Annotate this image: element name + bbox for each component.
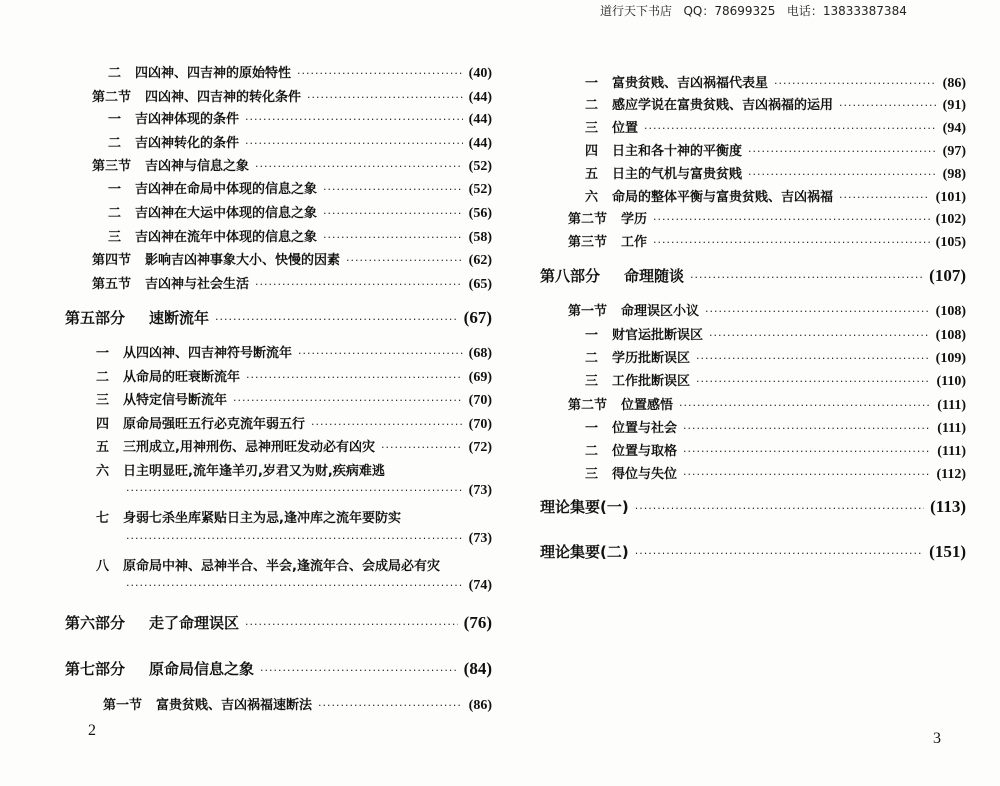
leader-dots bbox=[215, 313, 458, 326]
entry-page: (91) bbox=[942, 98, 966, 113]
entry-title: 位置与社会 bbox=[612, 421, 678, 436]
toc-entry[interactable] bbox=[92, 249, 492, 269]
toc-entry[interactable] bbox=[585, 417, 966, 437]
entry-page: (102) bbox=[935, 212, 966, 227]
entry-page: (108) bbox=[935, 328, 966, 343]
toc-entry[interactable] bbox=[96, 555, 492, 575]
entry-page: (72) bbox=[468, 440, 492, 455]
entry-number: 第二节 bbox=[568, 212, 608, 227]
entry-number: 第六部分 bbox=[65, 614, 126, 632]
entry-number: 第七部分 bbox=[65, 660, 126, 678]
entry-number: 一 bbox=[585, 421, 599, 436]
leader-dots bbox=[709, 329, 930, 342]
entry-number: 第五节 bbox=[92, 277, 132, 292]
toc-entry[interactable] bbox=[568, 208, 966, 228]
leader-dots bbox=[255, 278, 463, 291]
toc-entry[interactable] bbox=[108, 62, 492, 82]
entry-page: (105) bbox=[935, 235, 966, 250]
entry-number: 第二节 bbox=[568, 398, 608, 413]
toc-entry[interactable] bbox=[96, 507, 492, 527]
entry-title: 从命局的旺衰断流年 bbox=[123, 370, 241, 385]
leader-dots bbox=[346, 254, 463, 267]
entry-page: (112) bbox=[936, 467, 966, 482]
entry-title: 日主和各十神的平衡度 bbox=[612, 144, 743, 159]
entry-number: 第一节 bbox=[568, 304, 608, 319]
leader-dots bbox=[255, 160, 463, 173]
leader-dots bbox=[245, 137, 463, 150]
entry-title: 身弱七杀坐库紧贴日主为忌,逢冲库之流年要防实 bbox=[123, 511, 401, 526]
entry-page: (110) bbox=[936, 374, 966, 389]
entry-title: 工作 bbox=[621, 235, 648, 250]
leader-dots bbox=[839, 191, 930, 204]
leader-dots bbox=[705, 305, 930, 318]
entry-title: 吉凶神在流年中体现的信息之象 bbox=[135, 230, 318, 245]
entry-title: 影响吉凶神事象大小、快慢的因素 bbox=[145, 253, 341, 268]
entry-title: 吉凶神体现的条件 bbox=[135, 112, 240, 127]
entry-title: 四凶神、四吉神的原始特性 bbox=[135, 66, 292, 81]
leader-dots bbox=[245, 113, 463, 126]
entry-number: 二 bbox=[585, 444, 599, 459]
entry-title: 位置 bbox=[612, 121, 639, 136]
entry-number: 二 bbox=[108, 66, 122, 81]
leader-dots bbox=[323, 231, 463, 244]
entry-title: 吉凶神与社会生活 bbox=[145, 277, 250, 292]
entry-title: 富贵贫贱、吉凶祸福代表星 bbox=[612, 76, 769, 91]
entry-number: 一 bbox=[108, 182, 122, 197]
toc-entry[interactable] bbox=[540, 541, 966, 561]
entry-number: 三 bbox=[585, 467, 599, 482]
entry-page: (44) bbox=[468, 136, 492, 151]
entry-page: (68) bbox=[468, 346, 492, 361]
toc-entry[interactable] bbox=[96, 389, 492, 409]
leader-dots bbox=[126, 484, 463, 497]
left-page-number: 2 bbox=[88, 722, 96, 739]
toc-entry[interactable] bbox=[120, 531, 492, 551]
toc-entry[interactable] bbox=[568, 394, 966, 414]
entry-page: (97) bbox=[942, 144, 966, 159]
leader-dots bbox=[683, 422, 931, 435]
entry-page: (52) bbox=[468, 182, 492, 197]
entry-number: 二 bbox=[585, 351, 599, 366]
leader-dots bbox=[233, 394, 463, 407]
toc-entry[interactable] bbox=[96, 460, 492, 480]
leader-dots bbox=[679, 399, 931, 412]
entry-number: 第四节 bbox=[92, 253, 132, 268]
entry-number: 二 bbox=[585, 98, 599, 113]
entry-page: (70) bbox=[468, 393, 492, 408]
leader-dots bbox=[260, 664, 458, 677]
toc-entry[interactable] bbox=[65, 658, 492, 678]
entry-number: 一 bbox=[108, 112, 122, 127]
entry-page: (67) bbox=[463, 308, 492, 327]
entry-page: (94) bbox=[942, 121, 966, 136]
entry-number: 第三节 bbox=[92, 159, 132, 174]
toc-entry[interactable] bbox=[585, 186, 966, 206]
entry-number: 第二节 bbox=[92, 90, 132, 105]
toc-entry[interactable] bbox=[585, 347, 966, 367]
entry-page: (65) bbox=[468, 277, 492, 292]
entry-page: (151) bbox=[929, 542, 966, 561]
entry-title: 日主明显旺,流年逢羊刃,岁君又为财,疾病难逃 bbox=[123, 464, 385, 479]
toc-entry[interactable] bbox=[120, 483, 492, 503]
entry-number: 三 bbox=[585, 374, 599, 389]
entry-page: (113) bbox=[930, 497, 966, 516]
entry-page: (69) bbox=[468, 370, 492, 385]
entry-number: 一 bbox=[585, 76, 599, 91]
toc-entry[interactable] bbox=[568, 231, 966, 251]
entry-page: (76) bbox=[463, 613, 492, 632]
leader-dots bbox=[323, 183, 463, 196]
leader-dots bbox=[644, 122, 937, 135]
leader-dots bbox=[126, 532, 463, 545]
entry-title: 日主的气机与富贵贫贱 bbox=[612, 167, 743, 182]
entry-number: 第八部分 bbox=[540, 267, 601, 285]
toc-entry[interactable] bbox=[96, 413, 492, 433]
entry-title: 命理随谈 bbox=[624, 267, 685, 285]
toc-entry[interactable] bbox=[96, 342, 492, 362]
leader-dots bbox=[696, 352, 930, 365]
toc-entry[interactable] bbox=[96, 366, 492, 386]
entry-number: 三 bbox=[585, 121, 599, 136]
leader-dots bbox=[297, 67, 463, 80]
entry-title: 富贵贫贱、吉凶祸福速断法 bbox=[156, 698, 313, 713]
entry-page: (58) bbox=[468, 230, 492, 245]
entry-number: 第三节 bbox=[568, 235, 608, 250]
toc-entry[interactable] bbox=[585, 324, 966, 344]
entry-number: 二 bbox=[108, 136, 122, 151]
entry-number: 三 bbox=[96, 393, 110, 408]
leader-dots bbox=[246, 371, 463, 384]
entry-number: 二 bbox=[96, 370, 110, 385]
leader-dots bbox=[635, 502, 924, 515]
entry-title: 四凶神、四吉神的转化条件 bbox=[145, 90, 302, 105]
toc-entry[interactable] bbox=[120, 578, 492, 598]
entry-number: 五 bbox=[585, 167, 599, 182]
entry-number: 一 bbox=[96, 346, 110, 361]
leader-dots bbox=[381, 441, 463, 454]
entry-page: (74) bbox=[468, 578, 492, 593]
entry-page: (56) bbox=[468, 206, 492, 221]
leader-dots bbox=[774, 77, 937, 90]
leader-dots bbox=[696, 375, 930, 388]
toc-entry[interactable] bbox=[540, 496, 966, 516]
entry-number: 一 bbox=[585, 328, 599, 343]
entry-title: 命局的整体平衡与富贵贫贱、吉凶祸福 bbox=[612, 190, 834, 205]
entry-page: (73) bbox=[468, 483, 492, 498]
toc-entry[interactable] bbox=[92, 155, 492, 175]
leader-dots bbox=[683, 468, 930, 481]
entry-title: 速断流年 bbox=[149, 309, 210, 327]
leader-dots bbox=[323, 207, 463, 220]
entry-title: 从特定信号断流年 bbox=[123, 393, 228, 408]
entry-page: (101) bbox=[935, 190, 966, 205]
toc-entry[interactable] bbox=[65, 612, 492, 632]
toc-entry[interactable] bbox=[103, 694, 492, 714]
entry-page: (70) bbox=[468, 417, 492, 432]
entry-page: (111) bbox=[937, 421, 966, 436]
entry-number: 理论集要(二) bbox=[540, 543, 629, 561]
entry-title: 原命局中神、忌神半合、半会,逢流年合、会成局必有灾 bbox=[123, 559, 440, 574]
leader-dots bbox=[126, 579, 463, 592]
toc-entry[interactable] bbox=[585, 440, 966, 460]
entry-page: (44) bbox=[468, 112, 492, 127]
entry-title: 吉凶神在命局中体现的信息之象 bbox=[135, 182, 318, 197]
entry-page: (86) bbox=[942, 76, 966, 91]
leader-dots bbox=[683, 445, 931, 458]
entry-page: (109) bbox=[935, 351, 966, 366]
entry-title: 位置与取格 bbox=[612, 444, 678, 459]
entry-title: 位置感悟 bbox=[621, 398, 674, 413]
toc-entry[interactable] bbox=[108, 108, 492, 128]
entry-title: 得位与失位 bbox=[612, 467, 678, 482]
leader-dots bbox=[839, 99, 937, 112]
leader-dots bbox=[690, 271, 923, 284]
entry-title: 命理误区小议 bbox=[621, 304, 700, 319]
entry-page: (44) bbox=[468, 90, 492, 105]
leader-dots bbox=[653, 213, 930, 226]
toc-entry[interactable] bbox=[585, 370, 966, 390]
entry-page: (111) bbox=[937, 398, 966, 413]
entry-title: 原命局信息之象 bbox=[149, 660, 255, 678]
entry-page: (62) bbox=[468, 253, 492, 268]
right-page-number: 3 bbox=[933, 730, 941, 747]
entry-page: (107) bbox=[929, 266, 966, 285]
entry-title: 学历 bbox=[621, 212, 648, 227]
entry-title: 吉凶神在大运中体现的信息之象 bbox=[135, 206, 318, 221]
entry-number: 二 bbox=[108, 206, 122, 221]
toc-entry[interactable] bbox=[92, 273, 492, 293]
toc-entry[interactable] bbox=[568, 300, 966, 320]
toc-entry[interactable] bbox=[108, 132, 492, 152]
leader-dots bbox=[311, 418, 463, 431]
toc-entry[interactable] bbox=[585, 163, 966, 183]
leader-dots bbox=[307, 91, 463, 104]
toc-entry[interactable] bbox=[585, 72, 966, 92]
entry-number: 六 bbox=[585, 190, 599, 205]
toc-entry[interactable] bbox=[108, 178, 492, 198]
entry-number: 四 bbox=[585, 144, 599, 159]
leader-dots bbox=[318, 699, 463, 712]
leader-dots bbox=[245, 618, 458, 631]
entry-number: 七 bbox=[96, 511, 110, 526]
entry-number: 三 bbox=[108, 230, 122, 245]
entry-number: 五 bbox=[96, 440, 110, 455]
entry-page: (98) bbox=[942, 167, 966, 182]
entry-title: 吉凶神转化的条件 bbox=[135, 136, 240, 151]
toc-entry[interactable] bbox=[540, 265, 966, 285]
toc-entry[interactable] bbox=[96, 436, 492, 456]
entry-title: 工作批断误区 bbox=[612, 374, 691, 389]
entry-number: 第一节 bbox=[103, 698, 143, 713]
entry-title: 原命局强旺五行必克流年弱五行 bbox=[123, 417, 306, 432]
entry-title: 吉凶神与信息之象 bbox=[145, 159, 250, 174]
toc-entry[interactable] bbox=[65, 307, 492, 327]
leader-dots bbox=[298, 347, 463, 360]
leader-dots bbox=[748, 145, 937, 158]
entry-page: (86) bbox=[468, 698, 492, 713]
toc-entry[interactable] bbox=[108, 202, 492, 222]
entry-title: 学历批断误区 bbox=[612, 351, 691, 366]
toc-entry[interactable] bbox=[585, 140, 966, 160]
entry-title: 感应学说在富贵贫贱、吉凶祸福的运用 bbox=[612, 98, 834, 113]
toc-entry[interactable] bbox=[585, 117, 966, 137]
entry-number: 六 bbox=[96, 464, 110, 479]
leader-dots bbox=[635, 547, 923, 560]
entry-number: 第五部分 bbox=[65, 309, 126, 327]
toc-entry[interactable] bbox=[585, 463, 966, 483]
entry-page: (84) bbox=[463, 659, 492, 678]
entry-page: (108) bbox=[935, 304, 966, 319]
entry-page: (73) bbox=[468, 531, 492, 546]
entry-page: (52) bbox=[468, 159, 492, 174]
toc-entry[interactable] bbox=[108, 226, 492, 246]
leader-dots bbox=[748, 168, 937, 181]
entry-title: 走了命理误区 bbox=[149, 614, 240, 632]
toc-entry[interactable] bbox=[585, 94, 966, 114]
entry-number: 八 bbox=[96, 559, 110, 574]
entry-title: 从四凶神、四吉神符号断流年 bbox=[123, 346, 293, 361]
entry-page: (40) bbox=[468, 66, 492, 81]
entry-number: 四 bbox=[96, 417, 110, 432]
toc-entry[interactable] bbox=[92, 86, 492, 106]
page-header: 道行天下书店 QQ：78699325 电话：13833387384 bbox=[600, 4, 907, 18]
entry-page: (111) bbox=[937, 444, 966, 459]
entry-number: 理论集要(一) bbox=[540, 498, 629, 516]
leader-dots bbox=[653, 236, 930, 249]
entry-title: 财官运批断误区 bbox=[612, 328, 704, 343]
entry-title: 三刑成立,用神刑伤、忌神刑旺发动必有凶灾 bbox=[123, 440, 375, 455]
